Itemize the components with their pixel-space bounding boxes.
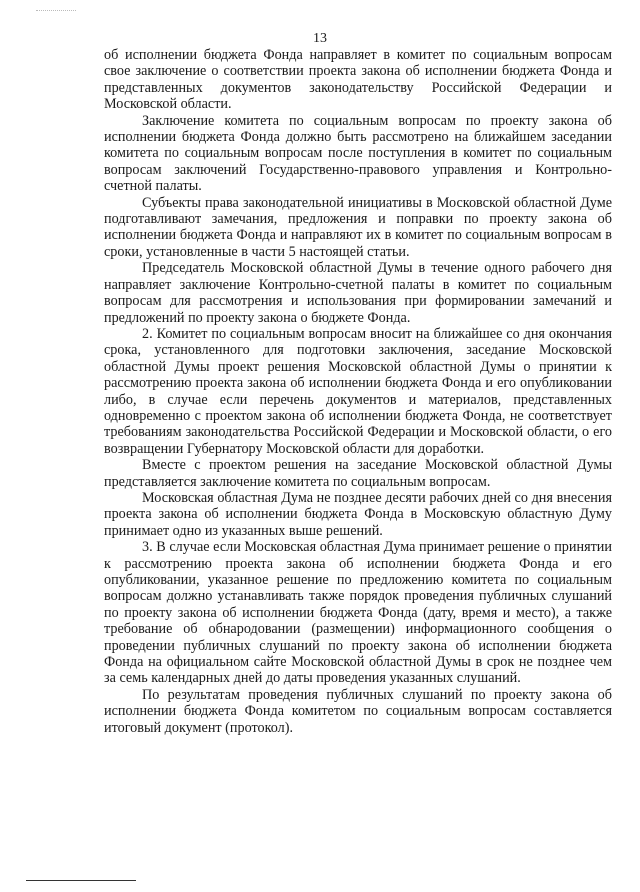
paragraph: Вместе с проектом решения на заседание Московской областной Думы представляется заключение комитета по социальным вопросам. xyxy=(104,457,612,490)
paragraph-clause-3: 3. В случае если Московская областная Дума принимает решение о принятии к рассмотрению проекта закона об исполнении бюджета Фонда и его опубликовании, указанное решение по предложению комитета по социальным вопросам должно устанавливать также порядок проведения публичных слушаний по проекту закона об исполнении бюджета Фонда (дату, время и место), а также требование об обнародовании (размещении) информационного сообщения о проведении публичных слушаний по проекту закона об исполнении бюджета Фонда на официальном сайте Московской областной Думы в срок не позднее чем за семь календарных дней до даты проведения указанных слушаний. xyxy=(104,539,612,687)
paragraph: Председатель Московской областной Думы в течение одного рабочего дня направляет заключение Контрольно-счетной палаты в комитет по социальным вопросам для рассмотрения и использования при формировании замечаний и предложений по проекту закона о бюджете Фонда. xyxy=(104,260,612,326)
paragraph-continuation: об исполнении бюджета Фонда направляет в комитет по социальным вопросам свое заключение о соответствии проекта закона об исполнении бюджета Фонда и представленных документов законодательству Российской Федерации и Московской области. xyxy=(104,47,612,113)
page-number: 13 xyxy=(313,31,327,46)
paragraph: Московская областная Дума не позднее десяти рабочих дней со дня внесения проекта закона об исполнении бюджета Фонда в Московскую областную Думу принимает одно из указанных выше решений. xyxy=(104,489,612,539)
scan-artifact xyxy=(36,10,76,13)
paragraph: По результатам проведения публичных слушаний по проекту закона об исполнении бюджета Фонда комитетом по социальным вопросам составляется итоговый документ (протокол). xyxy=(104,686,612,736)
paragraph-clause-2: 2. Комитет по социальным вопросам вносит на ближайшее со дня окончания срока, установленного для подготовки заключения, заседание Московской областной Думы проект решения Московской областной Думы о принятии к рассмотрению проекта закона об исполнении бюджета Фонда и его опубликовании либо, в случае если перечень документов и материалов, представленных одновременно с проектом закона об исполнении бюджета Фонда, не соответствует требованиям законодательства Российской Федерации и Московской области, о его возвращении Губернатору Московской области для доработки. xyxy=(104,325,612,457)
document-body xyxy=(104,47,612,736)
footnote-divider xyxy=(26,880,136,881)
paragraph: Субъекты права законодательной инициативы в Московской областной Думе подготавливают замечания, предложения и поправки по проекту закона об исполнении бюджета Фонда и направляют их в комитет по социальным вопросам в сроки, установленные в части 5 настоящей статьи. xyxy=(104,194,612,260)
paragraph: Заключение комитета по социальным вопросам по проекту закона об исполнении бюджета Фонда должно быть рассмотрено на ближайшем заседании комитета по социальным вопросам после поступления в комитет по социальным вопросам заключений Государственно-правового управления и Контрольно-счетной палаты. xyxy=(104,112,612,195)
